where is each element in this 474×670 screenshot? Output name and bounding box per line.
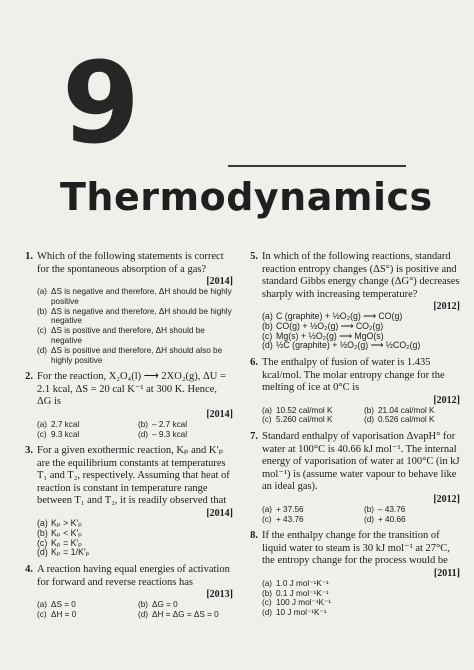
question-6 — [242, 357, 460, 425]
question-number: 5. — [250, 251, 258, 262]
exam-year: [2014] — [206, 507, 233, 519]
option: (a) 2.7 kcal — [37, 419, 80, 429]
exam-year: [2012] — [433, 301, 460, 312]
option: (b) ΔS is negative and therefore, ΔH should be highly negative — [37, 306, 232, 326]
option: (a) ΔS = 0 — [37, 600, 76, 610]
question-5 — [242, 251, 460, 351]
question-text: In which of the following reactions, standard reaction entropy changes (ΔS°) is positive and standard Gibbs energy change (ΔG°) decreases sharply with increasing temperature? — [262, 251, 460, 300]
exam-year: [2014] — [206, 276, 233, 287]
option: (b) Kₚ < K′ₚ — [37, 527, 82, 538]
option: (c) ΔS is positive and therefore, ΔH should be negative — [37, 326, 205, 345]
option: (b) ΔG = 0 — [138, 600, 178, 610]
option: (b) 21.04 cal/mol K — [364, 405, 435, 415]
option: (a) C (graphite) + ½O₂(g) ⟶ CO(g) — [262, 311, 403, 321]
exam-year: [2012] — [433, 493, 460, 505]
option: (d) ΔS is positive and therefore, ΔH should also be highly positive — [37, 345, 223, 365]
question-number: 7. — [250, 431, 258, 443]
option: (d) 10 J mol⁻¹K⁻¹ — [262, 608, 327, 618]
option: (d) – 9.3 kcal — [138, 429, 188, 439]
option: (c) Kₚ = K′ₚ — [37, 537, 82, 548]
question-4 — [17, 564, 233, 620]
option: (c) 100 J mol⁻¹K⁻¹ — [262, 598, 332, 608]
option: (b) – 43.76 — [364, 504, 406, 514]
question-8 — [242, 530, 460, 618]
option: (b) – 2.7 kcal — [138, 419, 188, 429]
question-text: Which of the following statements is correct for the spontaneous absorption of a gas? — [37, 251, 224, 275]
option: (c) Mg(s) + ½O₂(g) ⟶ MgO(s) — [262, 330, 384, 341]
option: (d) ½C (graphite) + ½O₂(g) ⟶ ½CO₂(g) — [262, 340, 421, 351]
option: (a) ΔS is negative and therefore, ΔH should be highly positive — [37, 287, 232, 306]
question-2 — [17, 371, 233, 439]
option: (a) Kₚ > K′ₚ — [37, 517, 82, 528]
question-text: For a given exothermic reaction, Kₚ and K′ₚ are the equilibrium constants at temperatures T₁ and T₂, respectively. Assuming that heat of reaction is constant in temperature range between T₁ and T₂, it is readily observed that — [37, 445, 230, 507]
chapter-number: 9 — [62, 39, 140, 169]
option: (c) ΔH = 0 — [37, 609, 77, 619]
question-number: 1. — [25, 251, 33, 262]
option: (d) ΔH = ΔG = ΔS = 0 — [138, 609, 219, 619]
option: (b) CO(g) + ½O₂(g) ⟶ CO₂(g) — [262, 320, 384, 331]
option: (a) 10.52 cal/mol K — [262, 405, 333, 415]
question-number: 4. — [25, 564, 33, 576]
left-column — [17, 251, 233, 626]
question-text: A reaction having equal energies of activation for forward and reverse reactions has — [37, 564, 230, 588]
option: (d) + 40.66 — [364, 514, 406, 524]
question-text: If the enthalpy change for the transition of liquid water to steam is 30 kJ mol⁻¹ at 27°C, the entropy change for the process would be — [262, 530, 450, 567]
question-text: Standard enthalpy of vaporisation ΔvapH° for water at 100°C is 40.66 kJ mol⁻¹. The internal energy of vaporisation of water at 100°C (in kJ mol⁻¹) is (assume water vapour to behave like an ideal gas). — [262, 431, 460, 493]
option: (c) 9.3 kcal — [37, 429, 80, 439]
option: (a) 1.0 J mol⁻¹K⁻¹ — [262, 578, 329, 588]
question-text: The enthalpy of fusion of water is 1.435 kcal/mol. The molar entropy change for the melting of ice at 0°C is — [262, 357, 445, 394]
question-text: For the reaction, X₂O₄(l) ⟶ 2XO₂(g), ΔU = 2.1 kcal, ΔS = 20 cal K⁻¹ at 300 K. Hence, ΔG is — [37, 371, 226, 408]
question-number: 8. — [250, 530, 258, 542]
exam-year: [2012] — [433, 394, 460, 406]
option: (d) Kₚ = 1/K′ₚ — [37, 547, 90, 558]
exam-year: [2013] — [206, 589, 233, 601]
right-column — [242, 251, 460, 624]
exam-year: [2014] — [206, 408, 233, 420]
question-3 — [17, 445, 233, 558]
chapter-title: Thermodynamics — [60, 175, 433, 219]
question-number: 6. — [250, 357, 258, 369]
question-number: 3. — [25, 445, 33, 457]
question-7 — [242, 431, 460, 524]
option: (a) + 37.56 — [262, 504, 304, 514]
option: (b) 0.1 J mol⁻¹K⁻¹ — [262, 588, 329, 598]
option: (c) + 43.76 — [262, 514, 304, 524]
question-number: 2. — [25, 371, 33, 383]
option: (c) 5.260 cal/mol K — [262, 415, 333, 425]
question-1 — [17, 251, 233, 365]
exam-year: [2011] — [433, 567, 460, 579]
title-rule — [228, 165, 406, 167]
option: (d) 0.526 cal/mol K — [364, 415, 435, 425]
